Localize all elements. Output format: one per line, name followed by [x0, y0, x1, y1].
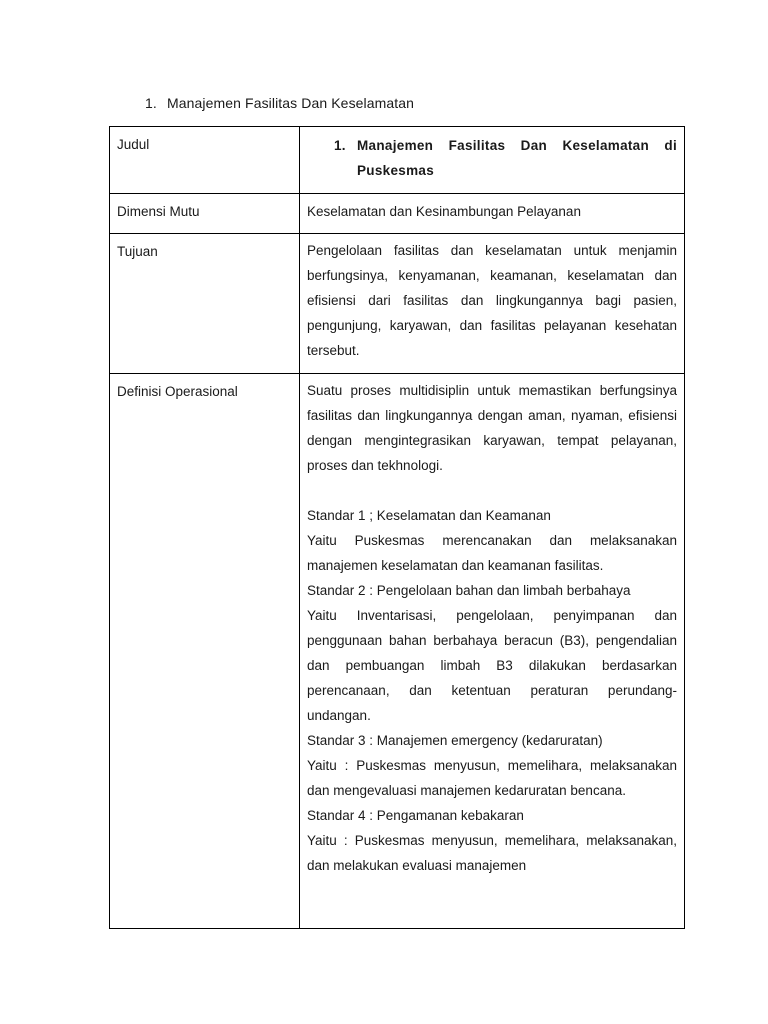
table-row-dimensi — [110, 194, 685, 234]
title-number: 1. — [334, 138, 346, 153]
definisi-intro: Suatu proses multidisiplin untuk memastikan berfungsinya fasilitas dan lingkungannya dengan aman, nyaman, efisiensi dengan mengintegrasikan karyawan, tempat pelayanan, proses dan tekhnologi. — [307, 383, 677, 473]
value-judul — [300, 127, 685, 194]
label-definisi: Definisi Operasional — [110, 374, 300, 929]
standar-4-title: Standar 4 : Pengamanan kebakaran — [307, 808, 524, 823]
dimensi-text: Keselamatan dan Kesinambungan Pelayanan — [307, 204, 581, 219]
standar-1-title: Standar 1 ; Keselamatan dan Keamanan — [307, 508, 551, 523]
title-text: Manajemen Fasilitas Dan Keselamatan di Puskesmas — [357, 138, 677, 178]
standar-2-text: Yaitu Inventarisasi, pengelolaan, penyimpanan dan penggunaan bahan berbahaya beracun (B3), pengendalian dan pembuangan limbah B3 dilakukan berdasarkan perencanaan, dan ketentuan peraturan perundang-undangan. — [307, 608, 677, 723]
indicator-table — [109, 126, 685, 929]
value-definisi — [300, 374, 685, 929]
value-dimensi — [300, 194, 685, 234]
table-row-judul — [110, 127, 685, 194]
section-heading — [145, 95, 414, 111]
tujuan-text: Pengelolaan fasilitas dan keselamatan untuk menjamin berfungsinya, kenyamanan, keamanan, keselamatan dan efisiensi dari fasilitas dan lingkungannya bagi pasien, pengunjung, karyawan, dan fasilitas pelayanan kesehatan tersebut. — [307, 243, 677, 358]
standar-1-text: Yaitu Puskesmas merencanakan dan melaksanakan manajemen keselamatan dan keamanan fasilitas. — [307, 533, 677, 573]
label-judul: Judul — [110, 127, 300, 194]
table-row-tujuan — [110, 234, 685, 374]
standar-4-text: Yaitu : Puskesmas menyusun, memelihara, melaksanakan, dan melakukan evaluasi manajemen — [307, 833, 677, 873]
label-dimensi: Dimensi Mutu — [110, 194, 300, 234]
standar-3-text: Yaitu : Puskesmas menyusun, memelihara, melaksanakan dan mengevaluasi manajemen kedaruratan bencana. — [307, 758, 677, 798]
section-title: Manajemen Fasilitas Dan Keselamatan — [167, 95, 415, 111]
standar-3-title: Standar 3 : Manajemen emergency (kedaruratan) — [307, 733, 603, 748]
table-row-definisi — [110, 374, 685, 929]
value-tujuan — [300, 234, 685, 374]
label-tujuan: Tujuan — [110, 234, 300, 374]
spacer — [307, 478, 677, 503]
standar-2-title: Standar 2 : Pengelolaan bahan dan limbah berbahaya — [307, 583, 631, 598]
section-number: 1. — [145, 95, 157, 111]
